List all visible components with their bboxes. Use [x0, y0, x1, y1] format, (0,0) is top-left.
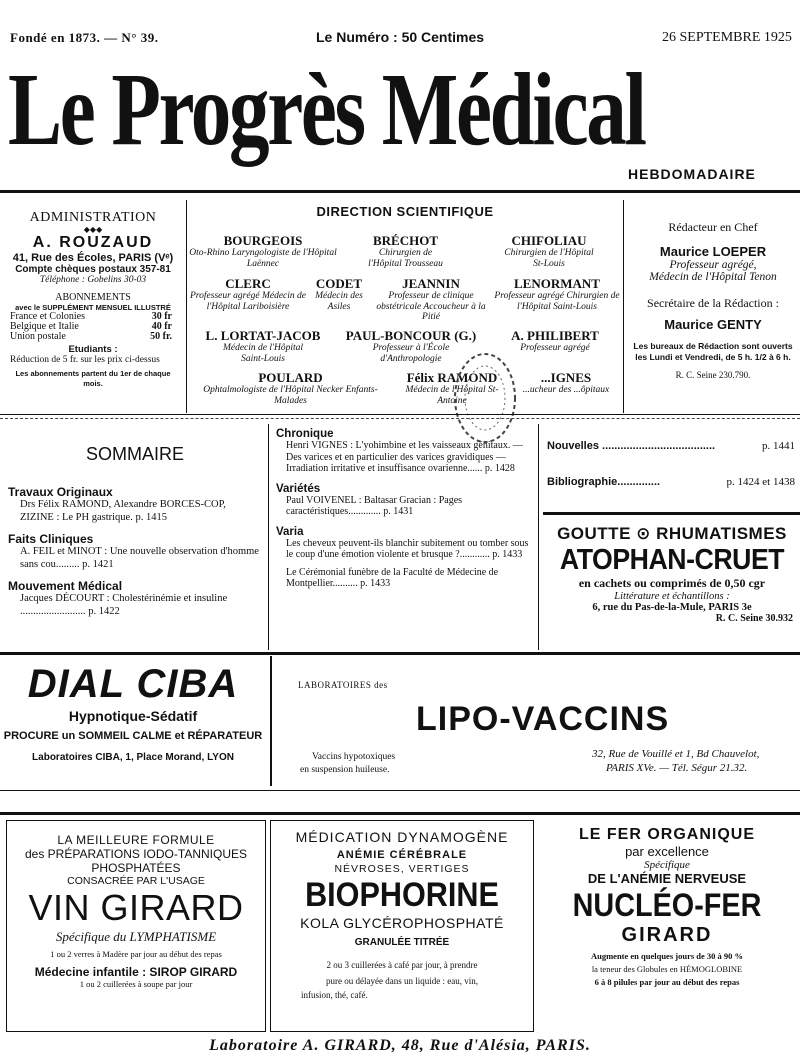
subs-rates [4, 312, 182, 342]
atophan-line3: Littérature et échantillons : [614, 591, 730, 602]
bio-line8: infusion, thé, café. [301, 990, 368, 1000]
article-entry[interactable]: Drs Félix RAMOND, Alexandre BORCES-COP, ZIZINE : Le PH gastrique. p. 1415 [20, 499, 226, 523]
bio-line4: KOLA GLYCÉROPHOSPHATÉ [300, 915, 504, 931]
direction-panel [188, 200, 622, 415]
students-label: Etudiants : [68, 344, 118, 355]
ad-biophorine [270, 820, 534, 1032]
vin-line6: 1 ou 2 verres à Madère par jour au début des repas [50, 949, 222, 959]
article-entry[interactable]: Jacques DÉCOURT : Cholestérinémie et insuline ......................... p. 1422 [20, 593, 228, 617]
director-entry: PAUL-BONCOUR (G.) Professeur à l'École d'Anthropologie [345, 328, 477, 364]
director-entry: BRÉCHOT Chirurgien de l'Hôpital Trousseau [368, 233, 443, 269]
contents-section: Varia Les cheveux peuvent-ils blanchir subitement ou tomber sous le coup d'une émotion violente et brusque ?............ p. 1433 [276, 526, 534, 561]
journal-title: Le Progrès Médical [8, 52, 645, 167]
direction-heading: DIRECTION SCIENTIFIQUE [316, 204, 494, 219]
director-entry: BOURGEOIS Oto-Rhino Laryngologiste de l'Hôpital Laënnec [189, 233, 337, 269]
sommaire-panel [8, 424, 262, 618]
admin-divider [186, 200, 187, 413]
contents-section: Chronique Henri VIGNES : L'yohimbine et les vaisseaux génitaux. — Des varices et en particulier des varices gravidiques — Irradiation irritative et insuffisance ovarienne...... p. 1428 [276, 428, 534, 475]
contents-section [276, 567, 534, 590]
director-entry: LENORMANT Professeur agrégé Chirurgien de l'Hôpital Saint-Louis [494, 276, 620, 312]
atophan-line1: GOUTTE ⊙ RHUMATISMES [557, 524, 787, 543]
contents-divider [538, 424, 539, 650]
contents-right [547, 440, 795, 488]
fer-line6: la teneur des Globules en HÉMOGLOBINE [591, 964, 743, 974]
ads-top-rule [0, 652, 800, 655]
fer-line5: Augmente en quelques jours de 30 à 90 % [590, 951, 744, 961]
rate-row: Union postale 50 fr. [10, 331, 172, 342]
contents-middle [276, 428, 534, 590]
chief-hospital: Médecin de l'Hôpital Tenon [649, 271, 777, 283]
atophan-rc: R. C. Seine 30.932 [715, 613, 793, 624]
admin-phone: Téléphone : Gobelins 30-03 [39, 275, 147, 285]
secretary-label: Secrétaire de la Rédaction : [647, 296, 779, 310]
chief-title: Professeur agrégé, [669, 259, 757, 271]
fer-brand: NUCLÉO-FER [572, 887, 762, 923]
admin-ornament: ◆◆◆ [83, 225, 103, 234]
director-entry: CODET Médecin des Asiles [315, 276, 363, 312]
vin-line8: 1 ou 2 cuillerées à soupe par jour [79, 979, 193, 989]
ads-mid-rule-2 [0, 812, 800, 815]
vin-line4: CONSACRÉE PAR L'USAGE [67, 875, 205, 887]
vin-line7: Médecine infantile : SIROP GIRARD [34, 965, 238, 979]
issue-date: 26 SEPTEMBRE 1925 [662, 30, 792, 45]
chief-name: Maurice LOEPER [659, 244, 767, 259]
admin-cheques: Compte chèques postaux 357-81 [15, 264, 171, 275]
article-entry[interactable]: Le Cérémonial funèbre de la Faculté de Médecine de Montpellier.......... p. 1433 [286, 566, 499, 589]
fer-line2: par excellence [625, 844, 709, 859]
subs-heading: ABONNEMENTS [55, 292, 131, 303]
vin-line3: PHOSPHATÉES [91, 861, 181, 875]
lipo-lab: LABORATOIRES des [298, 680, 388, 690]
vin-brand: VIN GIRARD [28, 887, 244, 928]
lipo-addr1: 32, Rue de Vouillé et 1, Bd Chauvelot, [592, 748, 760, 760]
dial-line2: PROCURE un SOMMEIL CALME et RÉPARATEUR [3, 730, 263, 742]
fer-brand2: GIRARD [621, 924, 713, 946]
rate-row: Belgique et Italie 40 fr [10, 321, 172, 332]
vin-line1: LA MEILLEURE FORMULE [57, 833, 215, 847]
ad-vin-girard [6, 820, 266, 1032]
director-entry: ...IGNES ...ucheur des ...ôpitaux [522, 370, 610, 395]
office-hours: Les bureaux de Rédaction sont ouverts les Lundi et Vendredi, de 5 h. 1/2 à 6 h. [633, 341, 793, 362]
article-entry[interactable]: Paul VOIVENEL : Baltasar Gracian : Pages caractéristiques............. p. 1431 [286, 494, 463, 517]
header-bottom-rule [0, 414, 800, 415]
bio-line2: ANÉMIE CÉRÉBRALE [336, 849, 468, 861]
price-line: Le Numéro : 50 Centimes [316, 29, 485, 45]
director-entry: Félix RAMOND Médecin de l'Hôpital St-Antoine [405, 370, 499, 406]
lipo-desc2: en suspension huileuse. [300, 765, 390, 775]
atophan-address: 6, rue du Pas-de-la-Mule, PARIS 3e [592, 602, 752, 613]
dial-divider [270, 656, 272, 786]
header-bottom-rule-dashed [0, 418, 800, 419]
fer-line4: DE L'ANÉMIE NERVEUSE [587, 871, 747, 886]
lipo-desc1: Vaccins hypotoxiques [312, 752, 396, 762]
director-entry: CLERC Professeur agrégé Médecin de l'Hôpital Lariboisière [190, 276, 306, 312]
dial-line1: Hypnotique-Sédatif [68, 708, 198, 724]
ad-atophan [541, 524, 800, 624]
dial-lab: Laboratoires CIBA, 1, Place Morand, LYON [32, 752, 234, 763]
redaction-panel [626, 200, 800, 380]
ad-lipo-vaccins [280, 660, 800, 788]
ad-dial-ciba [0, 662, 266, 763]
redaction-rc: R. C. Seine 230.790. [675, 370, 751, 380]
rate-row: France et Colonies 30 fr [10, 311, 172, 322]
bio-brand: BIOPHORINE [305, 876, 499, 914]
bio-line5: GRANULÉE TITRÉE [354, 937, 450, 948]
frequency-label: HEBDOMADAIRE [628, 166, 756, 182]
admin-address: 41, Rue des Écoles, PARIS (Vᵉ) [12, 252, 174, 264]
article-entry[interactable]: A. FEIL et MINOT : Une nouvelle observation d'homme sans cou......... p. 1421 [20, 546, 259, 570]
article-entry[interactable]: Henri VIGNES : L'yohimbine et les vaisseaux génitaux. — Des varices et en particulier des varices gravidiques — Irradiation irritative et insuffisance ovarienne...... p. 1428 [286, 440, 523, 474]
director-entry: CHIFOLIAU Chirurgien de l'Hôpital St-Louis [504, 233, 594, 269]
lipo-addr2: PARIS XVe. — Tél. Ségur 21.32. [606, 762, 748, 774]
subs-note: avec le SUPPLÉMENT MENSUEL ILLUSTRÉ [15, 303, 171, 312]
administration-panel [4, 200, 182, 389]
secretary-name: Maurice GENTY [664, 317, 762, 332]
sommaire-divider [268, 424, 269, 650]
vin-line5: Spécifique du LYMPHATISME [55, 929, 217, 944]
director-entry: L. LORTAT-JACOB Médecin de l'Hôpital Saint-Louis [205, 328, 321, 364]
ads-mid-rule [0, 790, 800, 791]
masthead-divider [0, 190, 800, 193]
footer-line: Laboratoire A. GIRARD, 48, Rue d'Alésia, PARIS. [209, 1037, 591, 1054]
bio-line7: pure ou délayée dans un liquide : eau, vin, [326, 976, 478, 986]
admin-name: A. ROUZAUD [32, 234, 154, 251]
sommaire-section: Travaux Originaux Drs Félix RAMOND, Alexandre BORCES-COP, ZIZINE : Le PH gastrique. p. 1415 [8, 485, 262, 524]
article-entry[interactable]: Les cheveux peuvent-ils blanchir subitement ou tomber sous le coup d'une émotion violente et brusque ?............ p. 1433 [286, 537, 529, 560]
bio-line6: 2 ou 3 cuillerées à café par jour, à prendre [326, 960, 478, 970]
lipo-brand: LIPO-VACCINS [416, 700, 670, 738]
sommaire-section: Mouvement Médical Jacques DÉCOURT : Cholestérinémie et insuline ......................... p. 1422 [8, 579, 262, 618]
bio-line1: MÉDICATION DYNAMOGÈNE [295, 829, 509, 845]
fer-line7: 6 à 8 pilules par jour au début des repas [594, 977, 740, 987]
dial-brand: DIAL CIBA [27, 662, 239, 706]
contents-item[interactable]: Nouvelles ..................................... p. 1441 [547, 440, 795, 452]
director-entry: POULARD Ophtalmologiste de l'Hôpital Necker Enfants-Malades [203, 370, 378, 406]
atophan-brand: ATOPHAN-CRUET [559, 544, 785, 576]
director-entry: A. PHILIBERT Professeur agrégé [511, 328, 599, 353]
chief-label: Rédacteur en Chef [668, 220, 758, 234]
fer-line1: LE FER ORGANIQUE [578, 826, 755, 843]
sommaire-heading: SOMMAIRE [85, 444, 184, 464]
bio-line3: NÉVROSES, VERTIGES [334, 863, 470, 875]
founded-line: Fondé en 1873. — N° 39. [10, 30, 159, 45]
atophan-line2: en cachets ou comprimés de 0,50 cgr [578, 576, 766, 590]
students-reduction: Réduction de 5 fr. sur les prix ci-dessus [10, 355, 160, 365]
director-entry: JEANNIN Professeur de clinique obstétricale Accoucheur à la Pitié [376, 276, 486, 322]
contents-item[interactable]: Bibliographie.............. p. 1424 et 1438 [547, 476, 795, 488]
vin-line2: des PRÉPARATIONS IODO-TANNIQUES [24, 847, 248, 861]
fer-line3: Spécifique [644, 859, 690, 871]
ad-nucleo-fer [538, 820, 796, 1030]
sommaire-section: Faits Cliniques A. FEIL et MINOT : Une nouvelle observation d'homme sans cou......... p. 1421 [8, 532, 262, 571]
direction-divider [623, 200, 624, 413]
masthead [0, 0, 800, 200]
subs-start-note: Les abonnements partent du 1er de chaque mois. [15, 369, 171, 388]
admin-heading: ADMINISTRATION [29, 210, 157, 225]
atophan-top-rule [543, 512, 800, 515]
contents-section: Variétés Paul VOIVENEL : Baltasar Gracian : Pages caractéristiques............. p. 1431 [276, 483, 534, 518]
